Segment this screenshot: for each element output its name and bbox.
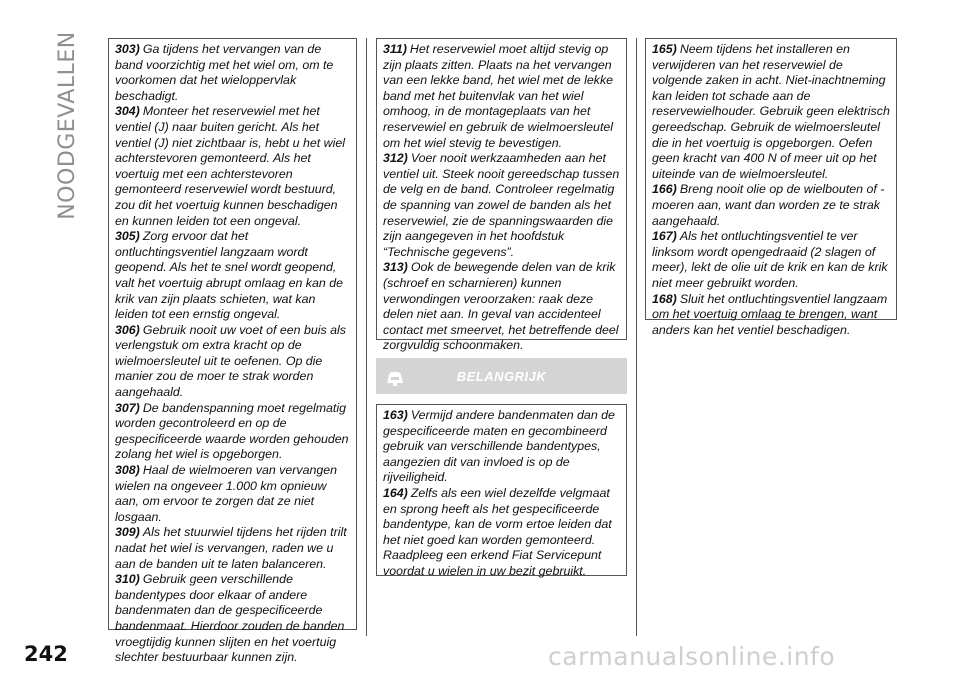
note-paragraph <box>115 463 350 525</box>
note-text: Het reservewiel moet altijd stevig op zijn plaats zitten. Plaats na het vervangen van een lekke band, het wiel met de lekke band met het buitenvlak van het wiel omhoog, in de montageplaats van het reservewiel en gebruik de wielmoersleutel om het wiel stevig te bevestigen. <box>383 42 614 150</box>
note-number: 306) <box>115 322 140 337</box>
note-text: Zelfs als een wiel dezelfde velgmaat en sprong heeft als het gespecificeerde bandentype, kan de vorm ertoe leiden dat het niet goed kan worden gemonteerd. Raadpleeg een erkend Fiat Servicepunt voordat u wielen in uw bezit gebruikt. <box>383 485 612 578</box>
note-number: 307) <box>115 400 140 415</box>
section-label <box>52 30 82 220</box>
note-text: Voer nooit werkzaamheden aan het ventiel uit. Steek nooit gereedschap tussen de velg en de band. Controleer regelmatig de spanning van zowel de banden als het reservewiel, zie de spanningswaarden die zijn aangegeven in het hoofdstuk “Technische gegevens”. <box>383 151 620 259</box>
note-text: Haal de wielmoeren van vervangen wielen na ongeveer 1.000 km opnieuw aan, om ervoor te zorgen dat ze niet losgaan. <box>115 463 338 524</box>
note-paragraph <box>652 292 890 339</box>
note-number: 310) <box>115 572 140 587</box>
note-text: Sluit het ontluchtingsventiel langzaam om het voertuig omlaag te brengen, want anders kan het ventiel beschadigen. <box>652 291 888 337</box>
note-text: Gebruik nooit uw voet of een buis als verlengstuk om extra kracht op de wielmoersleutel uit te oefenen. Op die manier zou de moer te strak worden aangehaald. <box>115 322 346 400</box>
notes-column-1 <box>108 38 357 665</box>
note-paragraph <box>652 42 890 182</box>
note-number: 311) <box>383 42 407 56</box>
note-text: Ook de bewegende delen van de krik (schroef en scharnieren) kunnen verwondingen veroorzaken: raak deze delen niet aan. In geval van accidenteel contact met smeervet, het betreffende deel zorgvuldig schoonmaken. <box>383 260 619 353</box>
note-number: 304) <box>115 104 140 119</box>
note-number: 309) <box>115 525 140 540</box>
note-text: Breng nooit olie op de wielbouten of -moeren aan, want dan worden ze te strak aangehaald. <box>652 182 885 228</box>
notes-column-3 <box>645 38 897 337</box>
note-paragraph <box>115 401 350 463</box>
warning-title: BELANGRIJK <box>456 368 547 384</box>
note-paragraph <box>115 572 350 666</box>
note-text: Gebruik geen verschillende bandentypes door elkaar of andere bandenmaten dan de gespecificeerde bandenmaat. Hierdoor zouden de banden vroegtijdig kunnen slijten en het voertuig slechter bestuurbaar kunnen zijn. <box>115 572 345 665</box>
note-text: Zorg ervoor dat het ontluchtingsventiel langzaam wordt geopend. Als het te snel wordt geopend, valt het voertuig abrupt omlaag en kan de krik van zijn plaats schieten, wat kan leiden tot een ernstig ongeval. <box>115 229 343 322</box>
warning-header <box>376 358 627 394</box>
note-text: Als het stuurwiel tijdens het rijden trilt nadat het wiel is vervangen, raden we u aan de banden uit te laten balanceren. <box>115 525 347 571</box>
note-number: 164) <box>383 485 408 500</box>
note-paragraph <box>115 323 350 401</box>
note-paragraph <box>383 260 620 354</box>
note-number: 165) <box>652 42 677 56</box>
note-text: Monteer het reservewiel met het ventiel (J) naar buiten gericht. Als het ventiel (J) niet zichtbaar is, hebt u het wiel achterstevoren gemonteerd. Als het voertuig met een achterstevoren gemonteerd reservewiel wordt bestuurd, zou dit het voertuig kunnen beschadigen en kunnen leiden tot een ongeval. <box>115 104 346 228</box>
note-number: 303) <box>115 42 140 56</box>
note-text: Neem tijdens het installeren en verwijderen van het reservewiel de volgende zaken in acht. Niet-inachtneming kan leiden tot schade aan de reservewielhouder. Gebruik geen elektrisch gereedschap. Gebruik de wielmoersleutel die in het voertuig is opgeborgen. Oefen geen kracht van 400 N of meer uit op het uiteinde van de wielmoersleutel. <box>652 42 890 181</box>
note-paragraph <box>115 42 350 104</box>
note-paragraph <box>115 525 350 572</box>
note-text: Ga tijdens het vervangen van de band voorzichtig met het wiel om, om te voorkomen dat het wieloppervlak beschadigt. <box>115 42 334 103</box>
note-paragraph <box>115 104 350 229</box>
note-number: 313) <box>383 260 408 275</box>
note-number: 308) <box>115 463 140 478</box>
page-number: 242 <box>24 642 68 666</box>
note-paragraph <box>115 229 350 323</box>
warning-notes <box>376 404 627 576</box>
note-number: 168) <box>652 291 677 306</box>
note-text: De bandenspanning moet regelmatig worden gecontroleerd en op de gespecificeerde waarde worden gehouden zolang het wiel is opgeborgen. <box>115 400 349 462</box>
column-divider-1 <box>366 38 367 636</box>
note-text: Als het ontluchtingsventiel te ver linksom wordt opengedraaid (2 slagen of meer), lekt de olie uit de krik en kan de krik niet meer gebruikt worden. <box>652 229 888 290</box>
note-number: 166) <box>652 182 677 197</box>
watermark: carmanualsonline.info <box>548 642 836 671</box>
column-divider-2 <box>636 38 637 636</box>
note-paragraph <box>652 229 890 291</box>
note-paragraph <box>652 182 890 229</box>
note-text: Vermijd andere bandenmaten dan de gespecificeerde maten en gecombineerd gebruik van verschillende bandentypes, aangezien dit van invloed is op de rijveiligheid. <box>383 408 615 485</box>
note-paragraph <box>383 151 620 260</box>
note-paragraph <box>383 42 620 151</box>
note-number: 167) <box>652 229 677 244</box>
note-paragraph <box>383 486 620 580</box>
note-number: 305) <box>115 229 140 244</box>
note-paragraph <box>383 408 620 486</box>
note-number: 312) <box>383 151 408 166</box>
section-label-text: NOODGEVALLEN <box>54 30 80 220</box>
note-number: 163) <box>383 408 408 422</box>
car-on-jack-icon <box>384 365 406 387</box>
notes-column-2 <box>376 38 627 353</box>
